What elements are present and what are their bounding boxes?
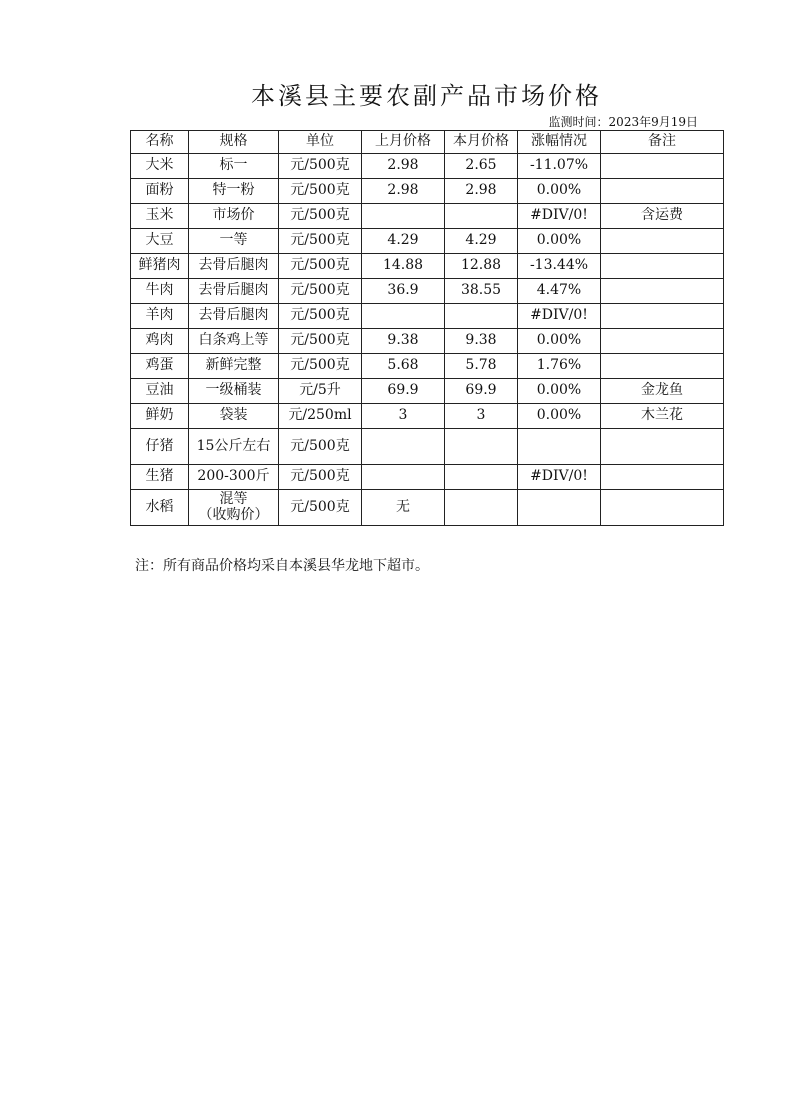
cell-spec: 去骨后腿肉 xyxy=(189,279,279,304)
cell-unit: 元/500克 xyxy=(279,465,362,490)
cell-spec: 一级桶装 xyxy=(189,379,279,404)
cell-name: 羊肉 xyxy=(131,304,189,329)
cell-name: 大豆 xyxy=(131,229,189,254)
cell-note xyxy=(601,304,724,329)
cell-last-price xyxy=(362,304,445,329)
table-row xyxy=(131,254,724,279)
table-row xyxy=(131,204,724,229)
cell-name: 鸡蛋 xyxy=(131,354,189,379)
table-row xyxy=(131,154,724,179)
cell-change: -11.07% xyxy=(518,154,601,179)
table-row xyxy=(131,279,724,304)
cell-change: 0.00% xyxy=(518,229,601,254)
cell-note xyxy=(601,279,724,304)
cell-last-price xyxy=(362,465,445,490)
table-row xyxy=(131,179,724,204)
cell-change: #DIV/0! xyxy=(518,204,601,229)
cell-this-price: 69.9 xyxy=(445,379,518,404)
cell-note xyxy=(601,465,724,490)
table-row xyxy=(131,404,724,429)
cell-this-price: 3 xyxy=(445,404,518,429)
spec-line: 混等 xyxy=(219,491,248,508)
cell-name: 生猪 xyxy=(131,465,189,490)
cell-last-price: 36.9 xyxy=(362,279,445,304)
cell-last-price: 3 xyxy=(362,404,445,429)
cell-name: 水稻 xyxy=(131,490,189,526)
cell-note: 金龙鱼 xyxy=(601,379,724,404)
table-row xyxy=(131,304,724,329)
cell-unit: 元/500克 xyxy=(279,354,362,379)
header-change: 涨幅情况 xyxy=(518,131,601,154)
cell-change xyxy=(518,490,601,526)
cell-unit: 元/500克 xyxy=(279,490,362,526)
cell-this-price xyxy=(445,490,518,526)
cell-spec: 袋装 xyxy=(189,404,279,429)
cell-note: 含运费 xyxy=(601,204,724,229)
cell-this-price: 4.29 xyxy=(445,229,518,254)
table-row xyxy=(131,379,724,404)
table-header-row xyxy=(131,131,724,154)
cell-name: 鸡肉 xyxy=(131,329,189,354)
header-this-price: 本月价格 xyxy=(445,131,518,154)
cell-unit: 元/5升 xyxy=(279,379,362,404)
cell-unit: 元/500克 xyxy=(279,279,362,304)
cell-unit: 元/500克 xyxy=(279,329,362,354)
cell-spec: 市场价 xyxy=(189,204,279,229)
cell-spec: 一等 xyxy=(189,229,279,254)
cell-change xyxy=(518,429,601,465)
table-row xyxy=(131,329,724,354)
cell-spec: 新鲜完整 xyxy=(189,354,279,379)
table-row xyxy=(131,490,724,526)
table-row xyxy=(131,229,724,254)
cell-this-price xyxy=(445,465,518,490)
cell-name: 牛肉 xyxy=(131,279,189,304)
cell-name: 大米 xyxy=(131,154,189,179)
cell-change: 0.00% xyxy=(518,329,601,354)
cell-unit: 元/500克 xyxy=(279,429,362,465)
cell-spec: 标一 xyxy=(189,154,279,179)
cell-note xyxy=(601,490,724,526)
cell-name: 鲜奶 xyxy=(131,404,189,429)
cell-name: 鲜猪肉 xyxy=(131,254,189,279)
cell-spec: 15公斤左右 xyxy=(189,429,279,465)
cell-change: 0.00% xyxy=(518,379,601,404)
cell-last-price: 4.29 xyxy=(362,229,445,254)
cell-change: -13.44% xyxy=(518,254,601,279)
cell-spec: 200-300斤 xyxy=(189,465,279,490)
cell-last-price: 5.68 xyxy=(362,354,445,379)
cell-note: 木兰花 xyxy=(601,404,724,429)
cell-unit: 元/500克 xyxy=(279,179,362,204)
spec-line: （收购价） xyxy=(198,506,269,523)
cell-this-price xyxy=(445,429,518,465)
cell-last-price: 无 xyxy=(362,490,445,526)
cell-last-price: 69.9 xyxy=(362,379,445,404)
table-row xyxy=(131,465,724,490)
cell-last-price: 9.38 xyxy=(362,329,445,354)
cell-change: 4.47% xyxy=(518,279,601,304)
cell-note xyxy=(601,354,724,379)
cell-unit: 元/500克 xyxy=(279,304,362,329)
cell-note xyxy=(601,254,724,279)
cell-this-price: 38.55 xyxy=(445,279,518,304)
cell-spec: 特一粉 xyxy=(189,179,279,204)
cell-last-price xyxy=(362,429,445,465)
cell-this-price xyxy=(445,204,518,229)
cell-unit: 元/500克 xyxy=(279,229,362,254)
table-row xyxy=(131,429,724,465)
cell-spec: 去骨后腿肉 xyxy=(189,304,279,329)
cell-note xyxy=(601,179,724,204)
cell-spec: 白条鸡上等 xyxy=(189,329,279,354)
cell-note xyxy=(601,329,724,354)
cell-name: 豆油 xyxy=(131,379,189,404)
cell-name: 面粉 xyxy=(131,179,189,204)
page-title: 本溪县主要农副产品市场价格 xyxy=(251,82,602,110)
cell-change: 1.76% xyxy=(518,354,601,379)
header-note: 备注 xyxy=(601,131,724,154)
cell-spec: 去骨后腿肉 xyxy=(189,254,279,279)
cell-last-price: 2.98 xyxy=(362,154,445,179)
footnote: 注：所有商品价格均采自本溪县华龙地下超市。 xyxy=(135,558,429,574)
header-unit: 单位 xyxy=(279,131,362,154)
cell-this-price: 12.88 xyxy=(445,254,518,279)
cell-last-price: 14.88 xyxy=(362,254,445,279)
cell-change: 0.00% xyxy=(518,179,601,204)
cell-change: #DIV/0! xyxy=(518,465,601,490)
cell-change: 0.00% xyxy=(518,404,601,429)
cell-this-price: 9.38 xyxy=(445,329,518,354)
price-table xyxy=(130,130,724,526)
cell-this-price: 2.65 xyxy=(445,154,518,179)
cell-spec xyxy=(189,490,279,526)
cell-unit: 元/500克 xyxy=(279,204,362,229)
cell-note xyxy=(601,229,724,254)
header-spec: 规格 xyxy=(189,131,279,154)
cell-unit: 元/500克 xyxy=(279,254,362,279)
cell-this-price xyxy=(445,304,518,329)
cell-unit: 元/500克 xyxy=(279,154,362,179)
header-last-price: 上月价格 xyxy=(362,131,445,154)
cell-unit: 元/250ml xyxy=(279,404,362,429)
cell-this-price: 2.98 xyxy=(445,179,518,204)
cell-note xyxy=(601,429,724,465)
monitor-time: 监测时间：2023年9月19日 xyxy=(548,115,698,129)
header-name: 名称 xyxy=(131,131,189,154)
cell-change: #DIV/0! xyxy=(518,304,601,329)
cell-note xyxy=(601,154,724,179)
cell-name: 仔猪 xyxy=(131,429,189,465)
cell-last-price: 2.98 xyxy=(362,179,445,204)
cell-this-price: 5.78 xyxy=(445,354,518,379)
cell-last-price xyxy=(362,204,445,229)
table-row xyxy=(131,354,724,379)
cell-name: 玉米 xyxy=(131,204,189,229)
